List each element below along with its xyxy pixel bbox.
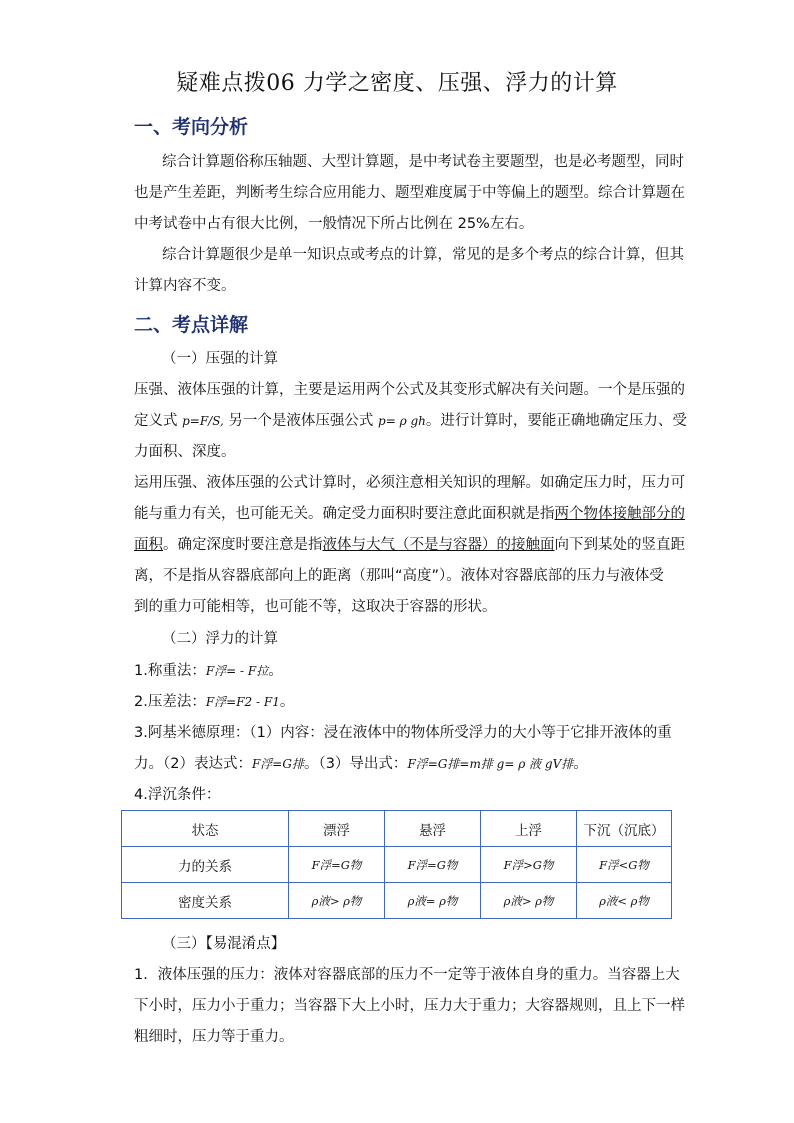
- table-cell: F浮<G物: [577, 847, 672, 883]
- paragraph-line: 力面积、深度。: [134, 444, 236, 460]
- list-item: 4.浮沉条件：: [134, 787, 221, 803]
- paragraph-line: 压强、液体压强的计算，主要是运用两个公式及其变形式解决有关问题。一个是压强的: [134, 382, 685, 398]
- subheading-pressure: （一）压强的计算: [162, 351, 278, 367]
- table-row: [122, 883, 672, 919]
- paragraph-line: 综合计算题很少是单一知识点或考点的计算，常见的是多个考点的综合计算，但其: [162, 247, 684, 263]
- table-cell: 下沉（沉底）: [577, 811, 672, 847]
- archimedes-formula: F浮=G排: [251, 757, 304, 771]
- text: 能与重力有关，也可能无关。确定受力面积时要注意此面积就是指: [134, 506, 555, 522]
- text: 。: [268, 663, 283, 679]
- paragraph-line: 也是产生差距，判断考生综合应用能力、题型难度属于中等偏上的题型。综合计算题在: [134, 185, 685, 201]
- text: 。确定深度时要注意是指: [163, 537, 323, 553]
- table-cell: ρ液< ρ物: [577, 883, 672, 919]
- paragraph-line: 1．液体压强的压力：液体对容器底部的压力不一定等于液体自身的重力。当容器上大: [134, 967, 680, 983]
- section-heading-analysis: 一、考向分析: [134, 116, 249, 138]
- derived-formula: F浮=G排=m排 g= ρ 液 gV排: [407, 757, 574, 771]
- list-item: [134, 659, 662, 680]
- weighing-formula: F浮= - F拉: [205, 664, 269, 678]
- underlined-text: 两个物体接触部分的: [554, 506, 685, 522]
- text: 1.称重法：: [134, 663, 206, 679]
- text: 定义式: [134, 413, 183, 429]
- table-cell: 力的关系: [122, 847, 289, 883]
- text: 。进行计算时，要能正确地确定压力、受: [425, 413, 687, 429]
- text: 向下到某处的竖直距: [554, 537, 685, 553]
- table-cell: ρ液= ρ物: [385, 883, 481, 919]
- subheading-buoyancy: （二）浮力的计算: [162, 631, 278, 647]
- text: 2.压差法：: [134, 694, 206, 710]
- table-cell: 状态: [122, 811, 289, 847]
- text: 。: [573, 756, 588, 772]
- section-heading-details: 二、考点详解: [134, 314, 249, 336]
- table-cell: 漂浮: [289, 811, 385, 847]
- table-cell: F浮>G物: [481, 847, 577, 883]
- subheading-confusion: （三）【易混淆点】: [162, 936, 286, 952]
- paragraph-line: 下小时，压力小于重力；当容器下大上小时，压力大于重力；大容器规则，且上下一样: [134, 998, 685, 1014]
- paragraph-line: 中考试卷中占有很大比例，一般情况下所占比例在 25%左右。: [134, 216, 534, 232]
- document-title: 疑难点拨06 力学之密度、压强、浮力的计算: [176, 71, 618, 96]
- text: 另一个是液体压强公式: [223, 413, 379, 429]
- paragraph-line: [134, 533, 685, 554]
- pressure-difference-formula: F浮=F2 - F1: [205, 695, 280, 709]
- table-cell: 上浮: [481, 811, 577, 847]
- paragraph-line: 综合计算题俗称压轴题、大型计算题，是中考试卷主要题型，也是必考题型，同时: [162, 154, 684, 170]
- underlined-text: 液体与大气（不是与容器）的接触面: [322, 537, 555, 553]
- list-item: [134, 690, 662, 711]
- table-cell: 悬浮: [385, 811, 481, 847]
- pressure-formula: p=F/S,: [182, 414, 224, 428]
- liquid-pressure-formula: p= ρ gh: [378, 414, 426, 428]
- paragraph-line: 离，不是指从容器底部向上的距离（那叫“高度”）。液体对容器底部的压力与液体受: [134, 568, 664, 584]
- buoyancy-conditions-table: [121, 810, 672, 919]
- text: 。（3）导出式：: [303, 756, 408, 772]
- table-row: [122, 847, 672, 883]
- table-cell: F浮=G物: [289, 847, 385, 883]
- table-cell: 密度关系: [122, 883, 289, 919]
- paragraph-line: 计算内容不变。: [134, 278, 236, 294]
- paragraph-line: 粗细时，压力等于重力。: [134, 1029, 294, 1045]
- paragraph-line: [134, 409, 687, 430]
- paragraph-line: [134, 502, 685, 523]
- table-cell: ρ液> ρ物: [481, 883, 577, 919]
- text: 力。（2）表达式：: [134, 756, 252, 772]
- list-item: [134, 752, 662, 773]
- paragraph-line: 到的重力可能相等，也可能不等，这取决于容器的形状。: [134, 599, 497, 615]
- text: 。: [279, 694, 295, 710]
- table-cell: F浮=G物: [385, 847, 481, 883]
- list-item: 3.阿基米德原理：（1）内容：浸在液体中的物体所受浮力的大小等于它排开液体的重: [134, 725, 672, 741]
- underlined-text: 面积: [134, 537, 163, 553]
- table-cell: ρ液> ρ物: [289, 883, 385, 919]
- paragraph-line: 运用压强、液体压强的公式计算时，必须注意相关知识的理解。如确定压力时，压力可: [134, 475, 685, 491]
- table-row: [122, 811, 672, 847]
